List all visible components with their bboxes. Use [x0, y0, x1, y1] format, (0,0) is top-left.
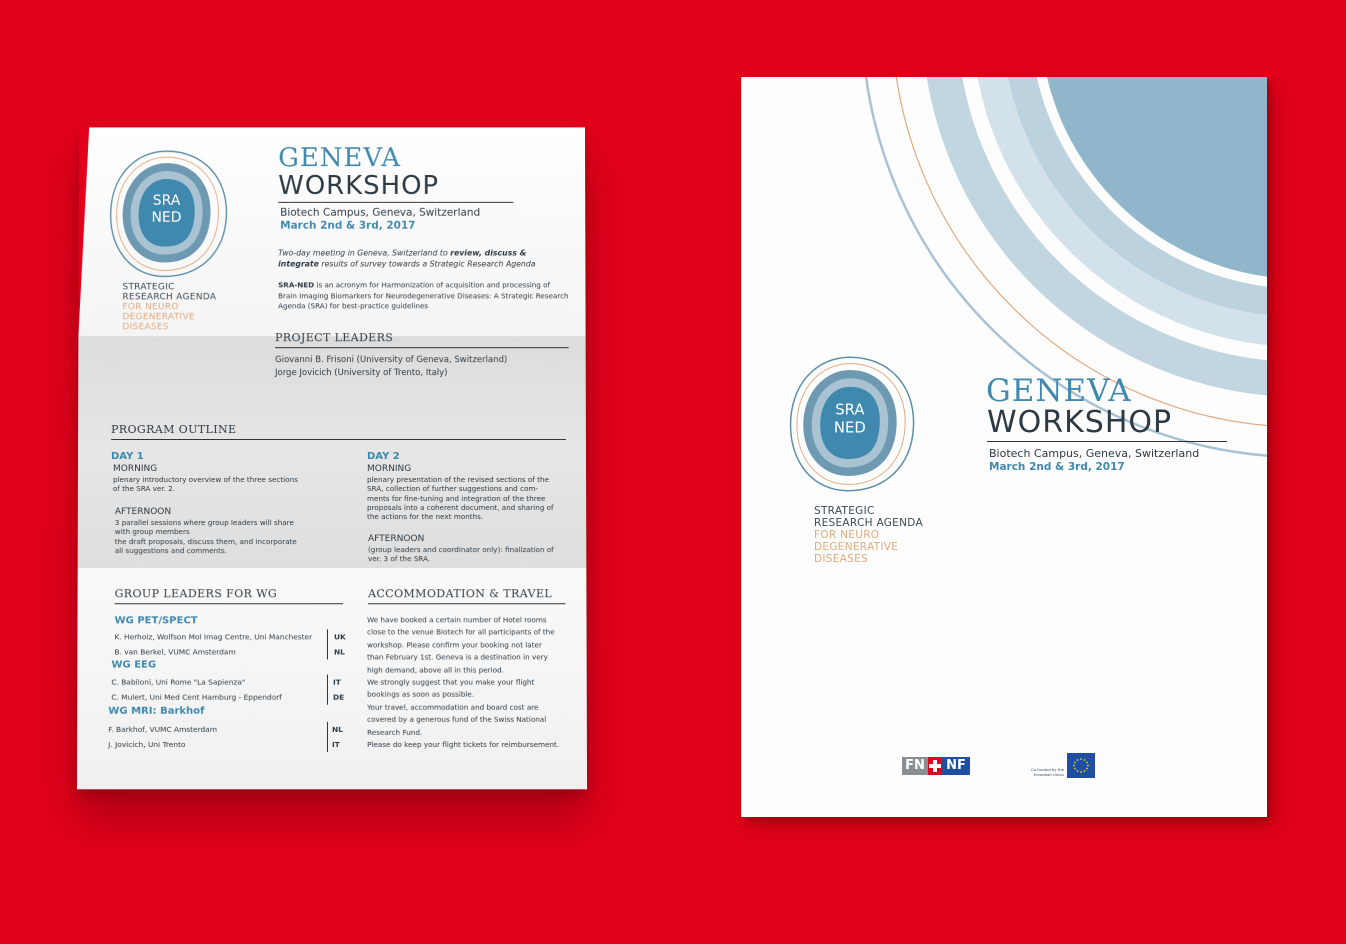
day2-morning-text — [367, 475, 554, 522]
section-divider — [368, 603, 565, 604]
column-divider — [327, 675, 328, 705]
acronym-paragraph — [278, 280, 569, 311]
text-line: proposals into a coherent document, and sharing of — [367, 502, 554, 512]
column-divider — [327, 722, 328, 752]
intro-part: Two-day meeting in Geneva, Switzerland to — [278, 248, 451, 258]
wg-mri-heading: WG MRI: Barkhof — [108, 705, 205, 717]
text-line: the draft proposals, discuss them, and incorporate — [114, 536, 297, 546]
group-leaders-heading: GROUP LEADERS FOR WG — [114, 587, 278, 601]
tagline-line: STRATEGIC — [814, 505, 875, 517]
text-line: bookings as soon as possible. — [367, 690, 475, 700]
event-type-title: WORKSHOP — [278, 171, 440, 201]
text-line: close to the venue Biotech for all participants of the — [367, 627, 555, 637]
fnsnf-logo — [902, 757, 970, 775]
text-line: 3 parallel sessions where group leaders will share — [114, 518, 294, 528]
text-line: ver. 3 of the SRA. — [368, 554, 431, 564]
text-line: plenary presentation of the revised sections of the — [367, 475, 549, 485]
text-line: plenary introductory overview of the three sections — [112, 475, 298, 485]
country-code: IT — [332, 739, 340, 750]
tagline-line: DISEASES — [122, 322, 169, 333]
title-divider — [278, 202, 513, 203]
day2-label: DAY 2 — [366, 451, 400, 462]
acronym-description: is an acronym for Harmonization of acquisition and processing of Brain Imaging Biomarkers for Neurodegenerative Diseases: A Strategic Research Agenda (SRA) for best-practice guidelines — [278, 280, 569, 311]
event-dates: March 2nd & 3rd, 2017 — [989, 461, 1125, 473]
text-line: ments for fine-tuning and integration of the three — [367, 493, 546, 503]
column-divider — [327, 629, 328, 659]
text-line: Your travel, accommodation and board cost are — [367, 702, 539, 712]
text-line: We strongly suggest that you make your flight — [367, 677, 535, 687]
tagline-line: FOR NEURO — [814, 529, 880, 541]
wg-member: B. van Berkel, VUMC Amsterdam — [114, 647, 236, 657]
tagline-line: STRATEGIC — [122, 282, 175, 293]
text-line: Please do keep your flight tickets for reimbursement. — [367, 740, 560, 750]
project-leader: Jorge Jovicich (University of Trento, Italy) — [275, 367, 448, 378]
logo-text-sra: SRA — [152, 192, 181, 209]
text-line: with group members — [114, 527, 190, 537]
project-leaders-heading: PROJECT LEADERS — [275, 331, 394, 345]
day1-label: DAY 1 — [110, 451, 144, 462]
logo-text-ned: NED — [833, 419, 866, 437]
section-divider — [111, 439, 566, 440]
text-line: than February 1st. Geneva is a destination in very — [367, 652, 548, 662]
wg-member: F. Barkhof, VUMC Amsterdam — [108, 724, 218, 734]
day2-morning-label: MORNING — [367, 463, 412, 475]
project-leaders-list — [275, 354, 507, 379]
section-divider — [115, 603, 343, 604]
workshop-brochure-cover — [741, 77, 1267, 817]
country-code: NL — [334, 647, 345, 657]
accommodation-heading: ACCOMMODATION & TRAVEL — [368, 587, 553, 601]
tagline — [122, 282, 216, 332]
text-line: We have booked a certain number of Hotel rooms — [367, 615, 547, 625]
title-divider — [987, 441, 1227, 442]
intro-paragraph — [278, 249, 567, 270]
tagline-line: DEGENERATIVE — [814, 541, 899, 553]
section-divider — [275, 347, 569, 348]
day1-afternoon-label: AFTERNOON — [114, 507, 172, 518]
text-line: all suggestions and comments. — [114, 545, 227, 555]
country-code: IT — [333, 677, 341, 687]
accommodation-text — [367, 614, 568, 751]
intro-part: results of survey towards a Strategic Research Agenda — [318, 259, 536, 268]
tagline — [814, 505, 923, 565]
event-dates: March 2nd & 3rd, 2017 — [280, 219, 416, 232]
event-type-title: WORKSHOP — [987, 405, 1173, 440]
event-city-title: GENEVA — [986, 373, 1132, 409]
country-code: DE — [333, 692, 345, 702]
wg-member: K. Herholz, Wolfson Mol Imag Centre, Uni Manchester — [114, 632, 313, 642]
text-line: of the SRA ver. 2. — [112, 484, 176, 494]
text-line: high demand, above all in this period. — [367, 665, 504, 675]
country-code: UK — [334, 632, 346, 642]
sra-ned-logo — [786, 353, 918, 495]
day2-afternoon-text — [368, 545, 554, 564]
day1-morning-text — [113, 475, 298, 494]
sra-ned-logo — [106, 147, 230, 280]
workshop-flyer — [77, 127, 587, 789]
tagline-line: DEGENERATIVE — [122, 312, 195, 323]
wg-pet-spect-heading: WG PET/SPECT — [114, 615, 198, 627]
program-outline-heading: PROGRAM OUTLINE — [111, 423, 237, 437]
text-line: workshop. Please confirm your booking not later — [367, 640, 542, 650]
wg-eeg-heading: WG EEG — [111, 659, 157, 671]
event-venue: Biotech Campus, Geneva, Switzerland — [989, 447, 1200, 460]
logo-text-sra: SRA — [835, 401, 865, 419]
intro-emphasis: review, discuss & integrate — [278, 248, 527, 268]
fnsnf-logo-right: NF — [942, 757, 970, 775]
tagline-line: RESEARCH AGENDA — [122, 292, 217, 303]
swiss-cross-icon — [928, 757, 942, 775]
day1-morning-label: MORNING — [112, 463, 158, 475]
text-line: covered by a generous fund of the Swiss National — [367, 715, 547, 725]
tagline-line: RESEARCH AGENDA — [814, 517, 923, 529]
logo-text-ned: NED — [151, 209, 182, 226]
text-line: Research Fund. — [367, 727, 423, 737]
wg-member: C. Mulert, Uni Med Cent Hamburg - Eppendorf — [111, 692, 282, 702]
eu-cofunded-text: Co-funded by the European Union — [1030, 767, 1064, 777]
fnsnf-logo-left: FN — [902, 757, 928, 775]
event-venue: Biotech Campus, Geneva, Switzerland — [280, 206, 481, 219]
acronym-name: SRA-NED — [278, 280, 315, 290]
tagline-line: DISEASES — [814, 553, 869, 565]
wg-member: J. Jovicich, Uni Trento — [108, 739, 186, 750]
country-code: NL — [332, 724, 343, 734]
text-line: SRA, collection of further suggestions and com- — [367, 484, 539, 494]
eu-flag-icon — [1067, 753, 1095, 778]
event-city-title: GENEVA — [278, 143, 402, 174]
wg-member: C. Babiloni, Uni Rome "La Sapienza" — [111, 677, 246, 687]
day2-afternoon-label: AFTERNOON — [368, 534, 425, 545]
day1-afternoon-text — [115, 518, 297, 555]
tagline-line: FOR NEURO — [122, 302, 179, 313]
project-leader: Giovanni B. Frisoni (University of Geneva, Switzerland) — [275, 355, 508, 366]
text-line: the actions for the next months. — [367, 512, 484, 522]
text-line: (group leaders and coordinator only): finalization of — [368, 545, 554, 555]
